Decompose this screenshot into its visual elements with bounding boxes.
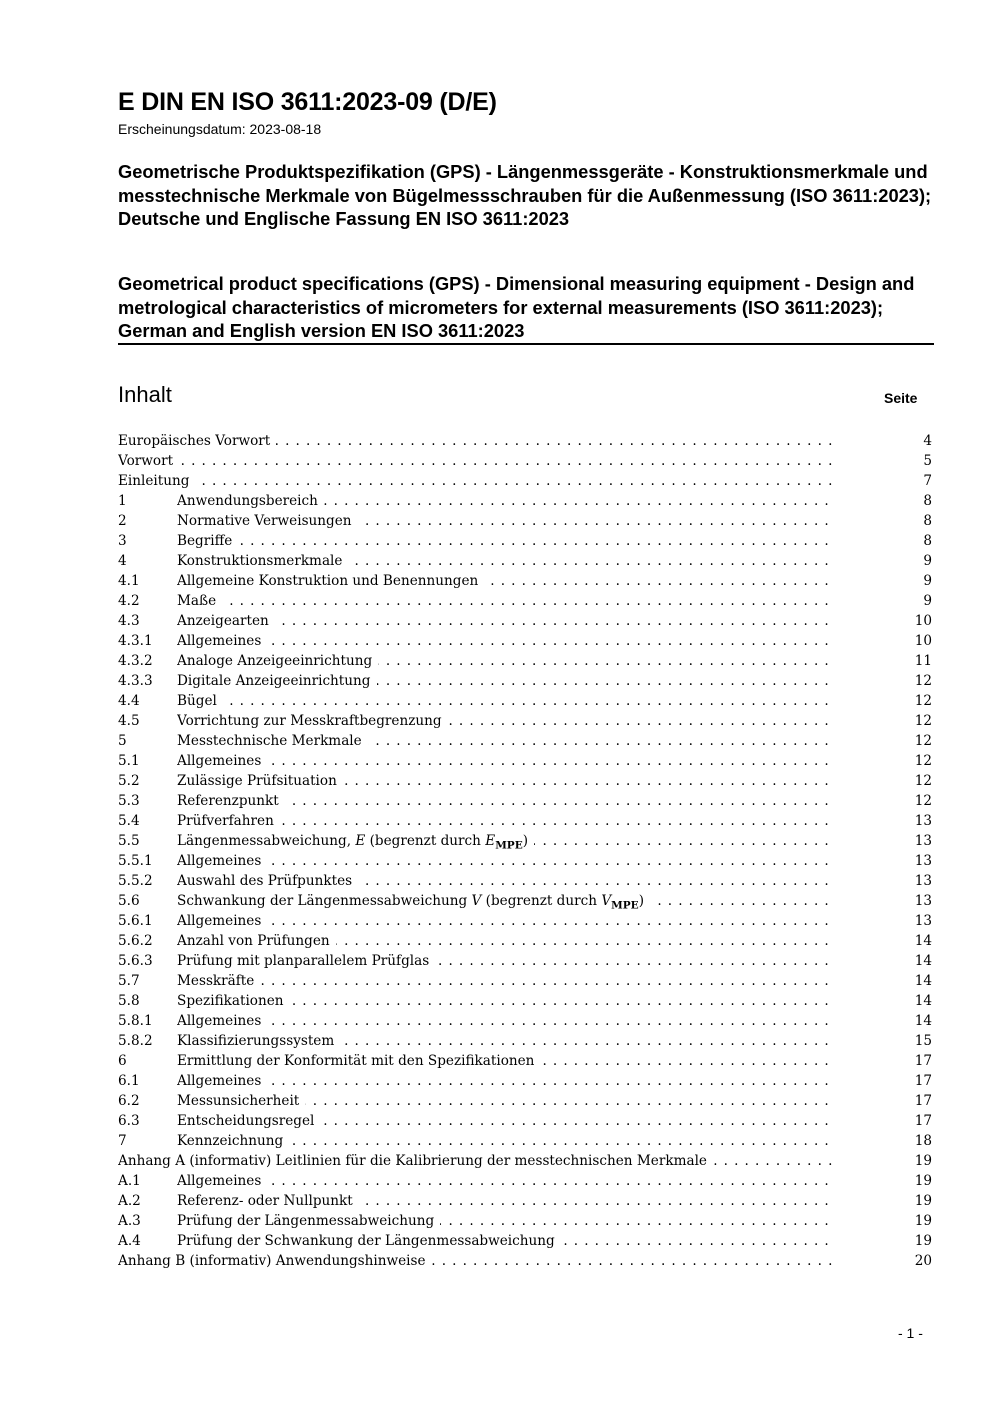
toc-entry-label: Anzahl von Prüfungen <box>177 933 336 949</box>
toc-entry-leader <box>177 811 884 831</box>
toc-entry-page: 14 <box>914 1013 932 1029</box>
toc-entry-leader <box>177 851 884 871</box>
toc-entry-number: 5.2 <box>118 773 140 789</box>
toc-entry-number: A.3 <box>118 1213 141 1229</box>
page-number: - 1 - <box>898 1325 923 1341</box>
toc-entry[interactable] <box>118 931 932 951</box>
toc-entry-label: Kennzeichnung <box>177 1133 289 1149</box>
toc-entry-page: 13 <box>914 873 932 889</box>
toc-entry-number: 6.2 <box>118 1093 140 1109</box>
toc-entry-page: 13 <box>914 913 932 929</box>
toc-entry-label: Allgemeines <box>177 853 267 869</box>
toc-entry-leader <box>177 651 884 671</box>
toc-entry-label: Bügel <box>177 693 223 709</box>
toc-entry-number: 2 <box>118 513 127 529</box>
toc-entry[interactable] <box>118 1151 932 1171</box>
toc-entry[interactable] <box>118 671 932 691</box>
toc-entry[interactable] <box>118 791 932 811</box>
toc-entry-number: 5.6.1 <box>118 913 153 929</box>
toc-entry-page: 15 <box>914 1033 932 1049</box>
toc-entry-label: Referenz- oder Nullpunkt <box>177 1193 359 1209</box>
toc-entry-leader <box>118 1251 884 1271</box>
toc-entry-label: Anzeigearten <box>177 613 275 629</box>
toc-entry[interactable] <box>118 611 932 631</box>
toc-entry-label: Allgemeines <box>177 753 267 769</box>
toc-entry[interactable] <box>118 851 932 871</box>
toc-page-column-label: Seite <box>884 390 918 406</box>
toc-entry-leader <box>118 431 884 451</box>
toc-entry[interactable] <box>118 531 932 551</box>
toc-entry-number: A.4 <box>118 1233 141 1249</box>
toc-entry[interactable] <box>118 831 932 851</box>
toc-entry-leader <box>177 551 884 571</box>
toc-entry-number: 5.4 <box>118 813 140 829</box>
toc-entry-page: 13 <box>914 853 932 869</box>
toc-entry-page: 12 <box>914 673 932 689</box>
toc-entry-leader <box>177 591 884 611</box>
toc-entry-number: 1 <box>118 493 127 509</box>
toc-heading: Inhalt <box>118 382 172 407</box>
toc-entry-leader <box>177 1091 884 1111</box>
toc-entry-leader <box>177 1111 884 1131</box>
toc-entry[interactable] <box>118 571 932 591</box>
toc-entry[interactable] <box>118 751 932 771</box>
toc-entry-label: Zulässige Prüfsituation <box>177 773 343 789</box>
toc-entry-page: 17 <box>914 1093 932 1109</box>
toc-entry-number: 5.6 <box>118 893 140 909</box>
toc-entry-label: Auswahl des Prüfpunktes <box>177 873 358 889</box>
toc-entry-page: 12 <box>914 773 932 789</box>
toc-entry-number: 4.2 <box>118 593 140 609</box>
toc-entry-leader <box>118 471 884 491</box>
toc-entry[interactable] <box>118 691 932 711</box>
toc-entry-label: Entscheidungsregel <box>177 1113 320 1129</box>
toc-entry-leader <box>177 751 884 771</box>
toc-entry-leader <box>177 1051 884 1071</box>
toc-entry-number: 7 <box>118 1133 127 1149</box>
toc-entry-label: Messtechnische Merkmale <box>177 733 368 749</box>
toc-entry[interactable] <box>118 971 932 991</box>
toc-entry-page: 11 <box>914 653 932 669</box>
toc-entry-label: Allgemeines <box>177 1013 267 1029</box>
toc-entry-number: 4.3.1 <box>118 633 153 649</box>
toc-entry[interactable] <box>118 1251 932 1271</box>
toc-entry-leader <box>177 1211 884 1231</box>
toc-entry-page: 19 <box>914 1213 932 1229</box>
toc-entry-number: A.2 <box>118 1193 141 1209</box>
toc-entry[interactable] <box>118 491 932 511</box>
toc-entry-leader <box>177 871 884 891</box>
toc-entry-label: Vorwort <box>118 453 179 469</box>
toc-entry[interactable] <box>118 991 932 1011</box>
toc-entry-label: Anwendungsbereich <box>177 493 324 509</box>
toc-entry[interactable] <box>118 1031 932 1051</box>
toc-entry-page: 10 <box>914 613 932 629</box>
toc-entry-leader <box>177 1131 884 1151</box>
toc-entry[interactable] <box>118 951 932 971</box>
toc-entry-page: 13 <box>914 833 932 849</box>
toc-entry-label: Allgemeines <box>177 913 267 929</box>
toc-entry-label: Normative Verweisungen <box>177 513 358 529</box>
toc-entry[interactable] <box>118 431 932 451</box>
toc-entry[interactable] <box>118 1011 932 1031</box>
toc-entry-page: 12 <box>914 693 932 709</box>
toc-entry-label: Anhang A (informativ) Leitlinien für die Kalibrierung der messtechnischen Merkmale <box>118 1153 713 1169</box>
toc-entry-leader <box>177 1171 884 1191</box>
toc-entry-leader <box>177 531 884 551</box>
toc-entry[interactable] <box>118 471 932 491</box>
toc-entry-page: 19 <box>914 1173 932 1189</box>
toc-entry-page: 14 <box>914 973 932 989</box>
toc-entry-page: 5 <box>923 453 932 469</box>
toc-entry-leader <box>177 491 884 511</box>
toc-entry-leader <box>177 971 884 991</box>
toc-entry-page: 20 <box>914 1253 932 1269</box>
toc-entry-page: 14 <box>914 993 932 1009</box>
toc-entry-page: 8 <box>923 513 932 529</box>
toc-entry[interactable] <box>118 1211 932 1231</box>
toc-entry[interactable] <box>118 711 932 731</box>
toc-entry-leader <box>177 571 884 591</box>
toc-entry-leader <box>177 611 884 631</box>
toc-entry-label: Vorrichtung zur Messkraftbegrenzung <box>177 713 448 729</box>
toc-entry-page: 17 <box>914 1073 932 1089</box>
toc-entry-page: 9 <box>923 553 932 569</box>
toc-entry-page: 13 <box>914 893 932 909</box>
toc-entry-label: Allgemeines <box>177 633 267 649</box>
toc-entry[interactable] <box>118 1051 932 1071</box>
toc-entry[interactable] <box>118 891 932 911</box>
toc-entry[interactable] <box>118 511 932 531</box>
toc-entry-number: 4.3.3 <box>118 673 153 689</box>
toc-entry-number: 5.3 <box>118 793 140 809</box>
toc-entry[interactable] <box>118 771 932 791</box>
toc-entry-number: 5.5 <box>118 833 140 849</box>
toc-entry-leader <box>177 891 884 911</box>
toc-entry-label: Messkräfte <box>177 973 260 989</box>
toc-entry[interactable] <box>118 451 932 471</box>
toc-entry[interactable] <box>118 811 932 831</box>
toc-entry-number: 4.5 <box>118 713 140 729</box>
toc-entry-page: 17 <box>914 1113 932 1129</box>
toc-entry-label: Begriffe <box>177 533 238 549</box>
toc-entry-label: Maße <box>177 593 222 609</box>
toc-entry-label: Schwankung der Längenmessabweichung V (begrenzt durch $V_{MPE}$) <box>177 893 650 909</box>
toc-entry-number: 5.7 <box>118 973 140 989</box>
toc-entry-label: Klassifizierungssystem <box>177 1033 340 1049</box>
toc-entry-leader <box>177 671 884 691</box>
toc-entry-label: Spezifikationen <box>177 993 290 1009</box>
toc-entry-page: 12 <box>914 793 932 809</box>
toc-entry-label: Allgemeines <box>177 1173 267 1189</box>
toc-entry-number: 4.4 <box>118 693 140 709</box>
toc-entry[interactable] <box>118 1111 932 1131</box>
toc-entry-leader <box>177 911 884 931</box>
toc-entry-page: 13 <box>914 813 932 829</box>
toc-entry-page: 17 <box>914 1053 932 1069</box>
toc-entry-number: 4.3.2 <box>118 653 153 669</box>
toc-entry-leader <box>177 831 884 851</box>
toc-entry-page: 12 <box>914 733 932 749</box>
toc-entry-leader <box>177 1031 884 1051</box>
toc-entry[interactable] <box>118 1191 932 1211</box>
toc-entry-page: 12 <box>914 753 932 769</box>
toc-entry[interactable] <box>118 651 932 671</box>
toc-entry-leader <box>177 731 884 751</box>
toc-entry-label: Allgemeines <box>177 1073 267 1089</box>
toc-entry-number: 3 <box>118 533 127 549</box>
toc-entry-label: Konstruktionsmerkmale <box>177 553 348 569</box>
toc-entry-leader <box>177 691 884 711</box>
publication-date: Erscheinungsdatum: 2023-08-18 <box>118 121 322 137</box>
toc-entry-page: 19 <box>914 1233 932 1249</box>
toc-entry[interactable] <box>118 1091 932 1111</box>
toc-entry-label: Prüfung der Schwankung der Längenmessabweichung <box>177 1233 561 1249</box>
toc-entry-page: 14 <box>914 933 932 949</box>
toc-entry-label: Referenzpunkt <box>177 793 285 809</box>
toc-entry-number: 5.6.3 <box>118 953 153 969</box>
toc-entry[interactable] <box>118 591 932 611</box>
toc-entry-page: 4 <box>923 433 932 449</box>
toc-entry-number: 5.5.2 <box>118 873 153 889</box>
document-id: E DIN EN ISO 3611:2023-09 (D/E) <box>118 88 497 116</box>
toc-entry-label: Ermittlung der Konformität mit den Spezifikationen <box>177 1053 540 1069</box>
toc-entry[interactable] <box>118 731 932 751</box>
toc-entry-number: 5.8.2 <box>118 1033 153 1049</box>
toc-entry-number: 6 <box>118 1053 127 1069</box>
title-english: Geometrical product specifications (GPS) - Dimensional measuring equipment - Design and metrological characteristics of micrometers for external measurements (ISO 3611:2023); German and English version EN ISO 3611:2023 <box>118 273 915 341</box>
toc-entry-label: Prüfung der Längenmessabweichung <box>177 1213 440 1229</box>
table-of-contents <box>118 431 932 1271</box>
toc-entry-label: Längenmessabweichung, E (begrenzt durch $E_{MPE}$) <box>177 833 534 849</box>
toc-entry-label: Analoge Anzeigeeinrichtung <box>177 653 378 669</box>
toc-entry-number: 6.1 <box>118 1073 140 1089</box>
toc-entry[interactable] <box>118 1171 932 1191</box>
toc-entry-leader <box>118 1151 884 1171</box>
toc-entry[interactable] <box>118 631 932 651</box>
toc-entry-page: 12 <box>914 713 932 729</box>
toc-entry[interactable] <box>118 1231 932 1251</box>
toc-entry-label: Anhang B (informativ) Anwendungshinweise <box>118 1253 432 1269</box>
toc-entry-leader <box>177 711 884 731</box>
toc-entry-page: 9 <box>923 593 932 609</box>
toc-entry-label: Prüfverfahren <box>177 813 280 829</box>
toc-entry-page: 19 <box>914 1153 932 1169</box>
toc-entry-leader <box>177 991 884 1011</box>
toc-entry-number: 6.3 <box>118 1113 140 1129</box>
toc-entry-leader <box>177 931 884 951</box>
toc-entry-leader <box>177 791 884 811</box>
toc-entry-page: 18 <box>914 1133 932 1149</box>
toc-entry-number: 5.1 <box>118 753 140 769</box>
toc-entry-label: Digitale Anzeigeeinrichtung <box>177 673 377 689</box>
title-divider <box>118 343 934 345</box>
toc-entry-leader <box>118 451 884 471</box>
toc-entry-page: 8 <box>923 533 932 549</box>
toc-entry-page: 19 <box>914 1193 932 1209</box>
toc-entry-page: 14 <box>914 953 932 969</box>
toc-entry-number: 5 <box>118 733 127 749</box>
toc-entry-label: Messunsicherheit <box>177 1093 305 1109</box>
toc-entry-leader <box>177 951 884 971</box>
toc-entry-leader <box>177 511 884 531</box>
toc-entry-label: Europäisches Vorwort <box>118 433 276 449</box>
title-german: Geometrische Produktspezifikation (GPS) - Längenmessgeräte - Konstruktionsmerkmale und messtechnische Merkmale von Bügelmessschrauben für die Außenmessung (ISO 3611:2023); Deutsche und Englische Fassung EN ISO 3611:2023 <box>118 161 932 229</box>
toc-entry[interactable] <box>118 1131 932 1151</box>
toc-entry-leader <box>177 771 884 791</box>
toc-entry-page: 7 <box>923 473 932 489</box>
toc-entry-number: 5.5.1 <box>118 853 153 869</box>
toc-entry-leader <box>177 1191 884 1211</box>
toc-entry[interactable] <box>118 871 932 891</box>
toc-entry-label: Prüfung mit planparallelem Prüfglas <box>177 953 435 969</box>
toc-entry[interactable] <box>118 1071 932 1091</box>
toc-entry-label: Einleitung <box>118 473 195 489</box>
toc-entry-leader <box>177 1231 884 1251</box>
toc-entry-leader <box>177 1071 884 1091</box>
toc-entry-label: Allgemeine Konstruktion und Benennungen <box>177 573 484 589</box>
toc-entry-number: A.1 <box>118 1173 141 1189</box>
toc-entry-number: 4.3 <box>118 613 140 629</box>
toc-entry-number: 4.1 <box>118 573 140 589</box>
toc-entry-number: 5.8 <box>118 993 140 1009</box>
toc-entry-leader <box>177 1011 884 1031</box>
toc-entry-number: 5.8.1 <box>118 1013 153 1029</box>
toc-entry-number: 4 <box>118 553 127 569</box>
toc-entry[interactable] <box>118 551 932 571</box>
toc-entry-page: 10 <box>914 633 932 649</box>
toc-entry[interactable] <box>118 911 932 931</box>
toc-entry-number: 5.6.2 <box>118 933 153 949</box>
toc-entry-page: 8 <box>923 493 932 509</box>
toc-entry-page: 9 <box>923 573 932 589</box>
toc-entry-leader <box>177 631 884 651</box>
